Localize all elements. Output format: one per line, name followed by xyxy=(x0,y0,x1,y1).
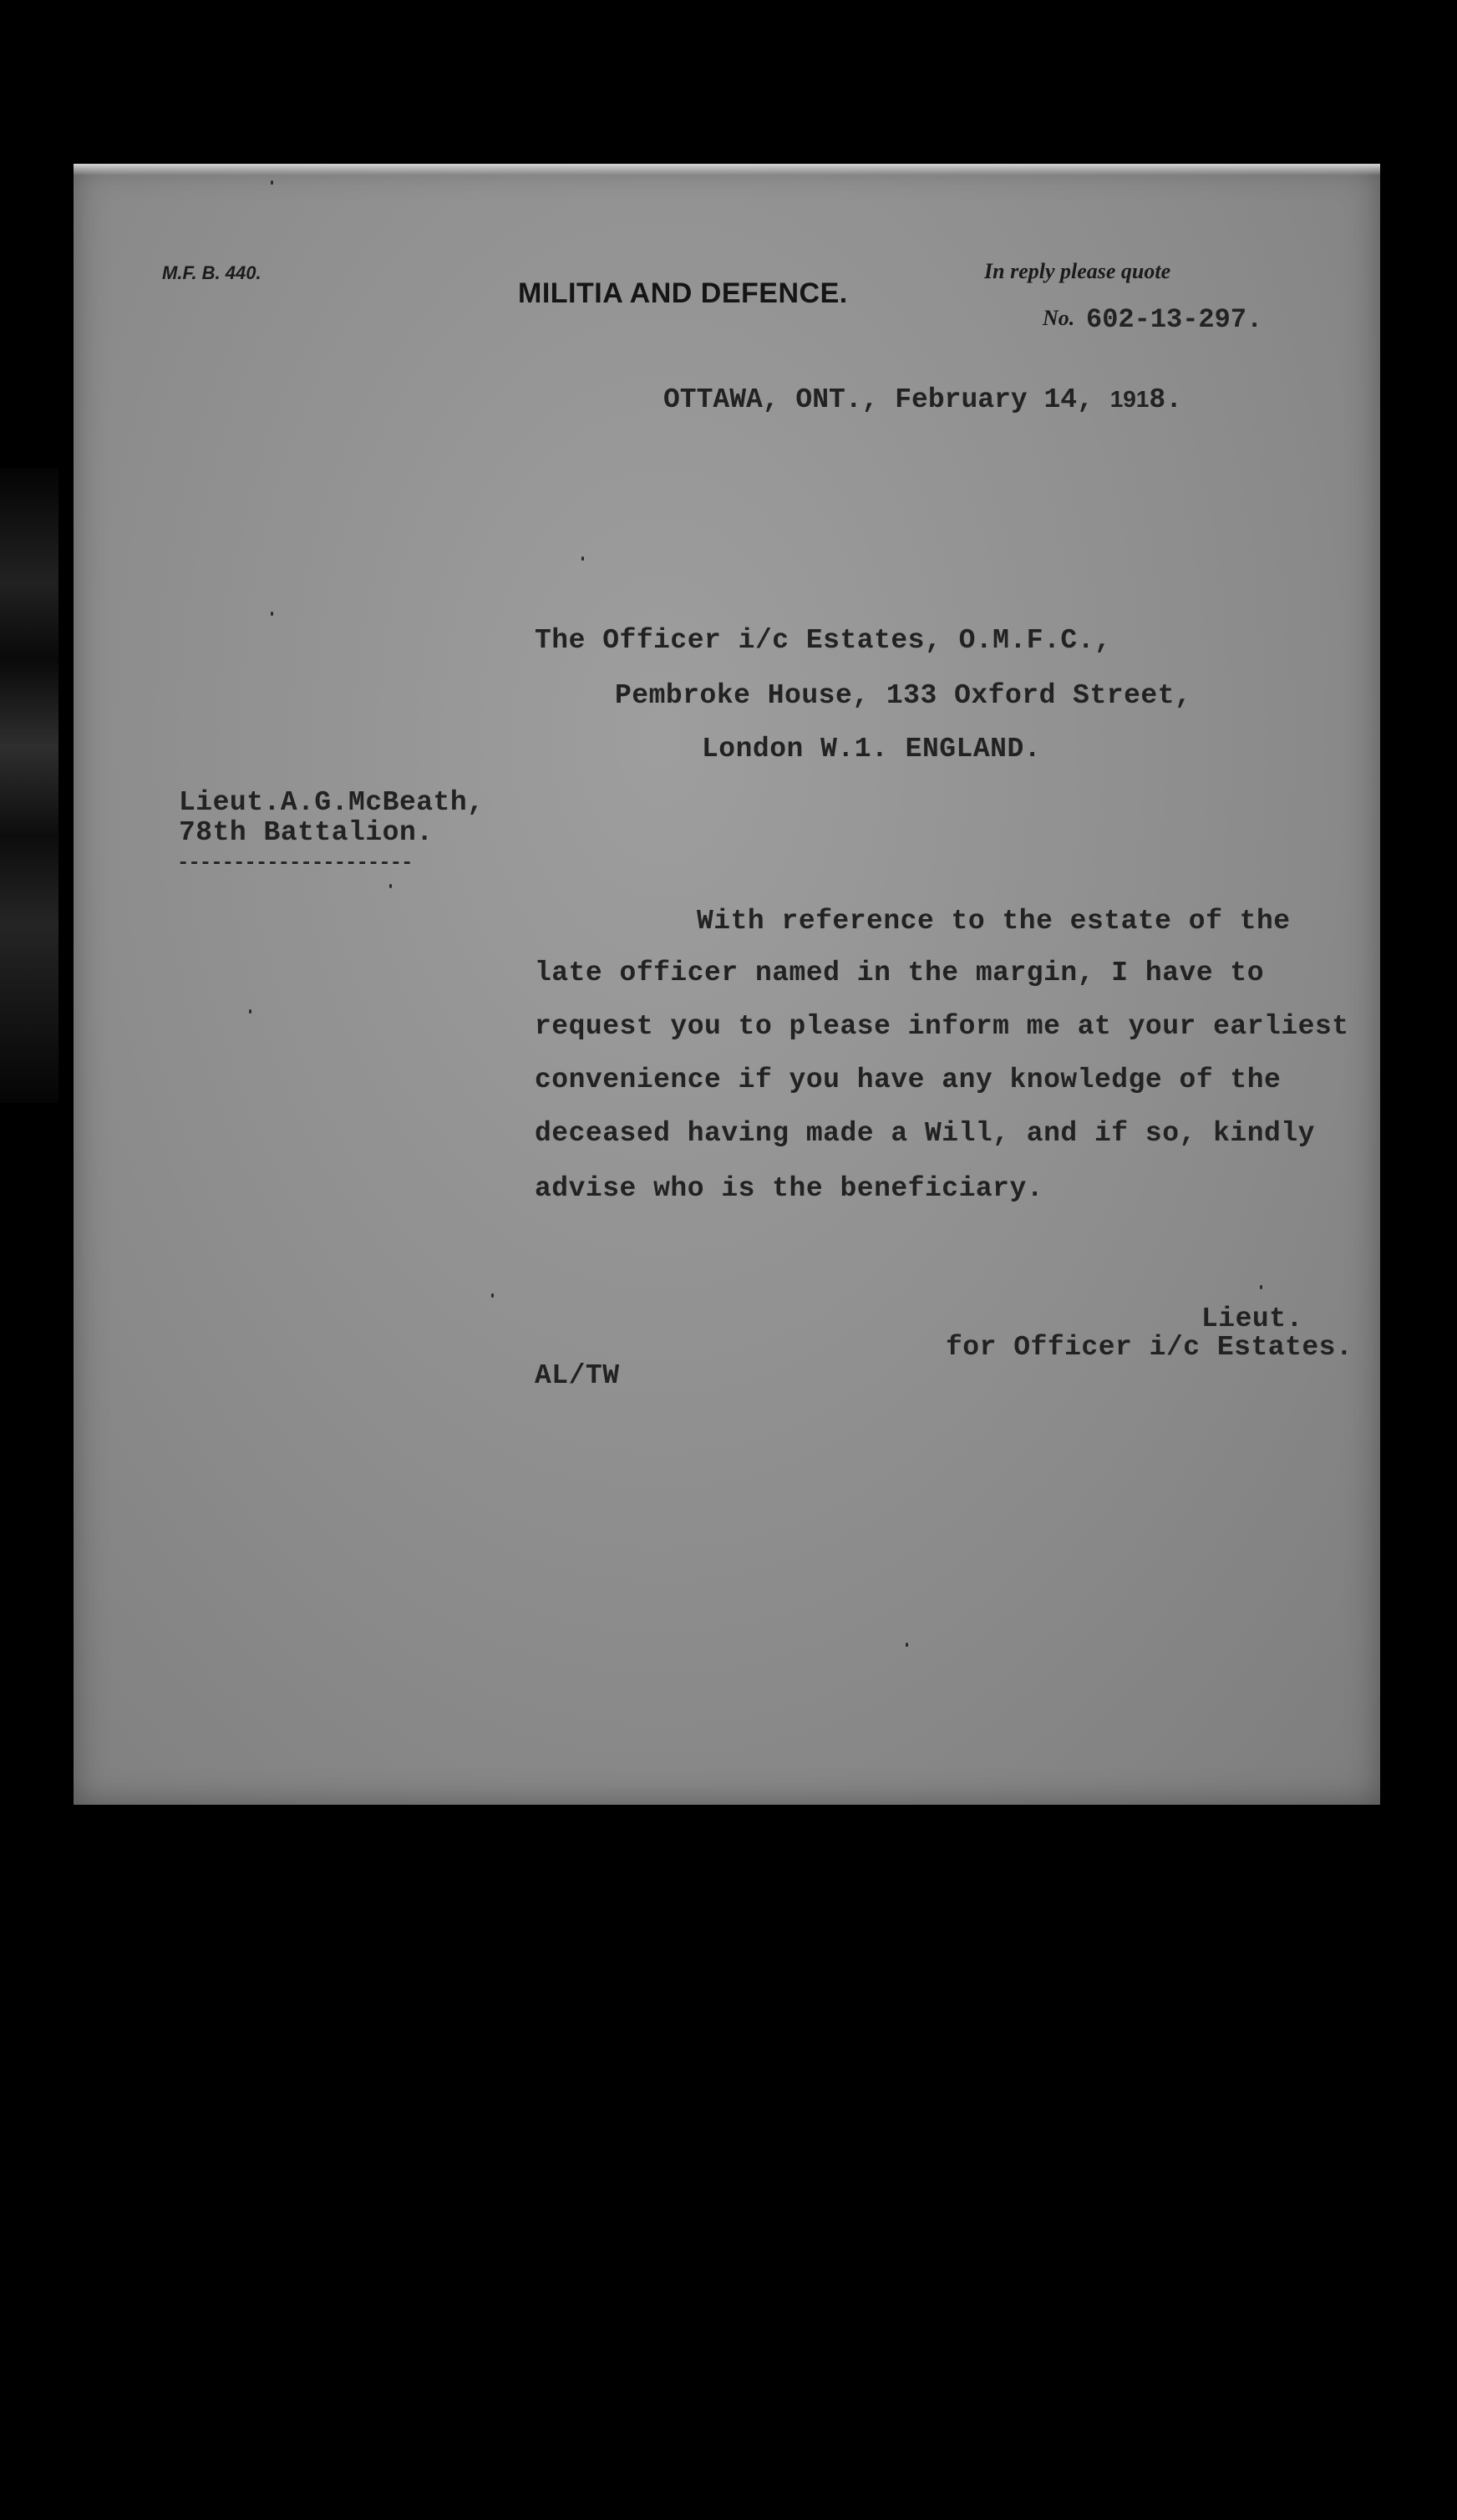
paper-speck xyxy=(906,1643,908,1647)
body-line-1: With reference to the estate of the xyxy=(697,906,1291,937)
body-line-4: convenience if you have any knowledge of the xyxy=(535,1064,1282,1095)
paper-speck xyxy=(581,556,584,561)
margin-officer-name: Lieut.A.G.McBeath, xyxy=(179,787,485,818)
reference-label: No. xyxy=(1043,306,1075,330)
signature-title: for Officer i/c Estates. xyxy=(946,1332,1353,1363)
reference-number: 602-13-297. xyxy=(1086,304,1263,335)
paper-speck xyxy=(271,180,273,185)
paper-speck xyxy=(249,1009,251,1014)
body-line-6: advise who is the beneficiary. xyxy=(535,1173,1044,1204)
paper-speck xyxy=(389,884,392,888)
paper-top-edge xyxy=(74,164,1380,175)
paper-speck xyxy=(1260,1285,1262,1289)
paper-speck xyxy=(271,612,273,616)
signature-rank: Lieut. xyxy=(1201,1303,1303,1334)
addressee-line-3: London W.1. ENGLAND. xyxy=(702,734,1042,765)
addressee-line-2: Pembroke House, 133 Oxford Street, xyxy=(615,680,1192,711)
date-year-typed: 8. xyxy=(1149,384,1183,415)
film-strip-edge xyxy=(0,468,58,1103)
margin-underline-rule: --------------------- xyxy=(177,852,413,875)
department-heading: MILITIA AND DEFENCE. xyxy=(518,277,848,309)
letter-page xyxy=(74,164,1380,1805)
addressee-line-1: The Officer i/c Estates, O.M.F.C., xyxy=(535,625,1112,656)
body-line-3: request you to please inform me at your earliest xyxy=(535,1011,1349,1042)
body-line-5: deceased having made a Will, and if so, kindly xyxy=(535,1118,1315,1149)
margin-officer-unit: 78th Battalion. xyxy=(179,817,434,848)
date-place: OTTAWA, ONT., February 14, xyxy=(663,384,1094,415)
typist-initials: AL/TW xyxy=(535,1360,620,1391)
form-number: M.F. B. 440. xyxy=(162,262,261,283)
dateline xyxy=(663,384,1182,415)
body-line-2: late officer named in the margin, I have to xyxy=(535,958,1265,988)
date-year-printed: 191 xyxy=(1109,386,1150,412)
paper-speck xyxy=(491,1293,494,1298)
reply-prompt: In reply please quote xyxy=(984,259,1171,283)
